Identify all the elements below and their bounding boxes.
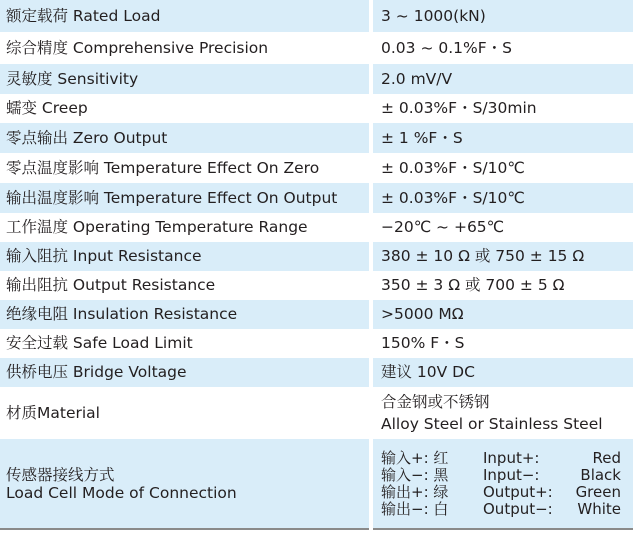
- param-operating-temperature: 工作温度 Operating Temperature Range: [0, 213, 371, 242]
- param-rated-load: 额定载荷 Rated Load: [0, 0, 371, 32]
- wire-output-plus-en: Output+:: [483, 482, 553, 501]
- wire-output-plus-cn: 输出+: 绿: [381, 482, 449, 501]
- wire-output-minus-cn: 输出−: 白: [381, 499, 449, 518]
- spec-row-material: [0, 387, 633, 439]
- value-temperature-effect-zero: ± 0.03%F・S/10℃: [371, 153, 633, 183]
- spec-row-creep: [0, 94, 633, 123]
- spec-row-temperature-effect-output: [0, 183, 633, 213]
- wire-output-minus-color: White: [577, 499, 621, 518]
- param-creep: 蠕变 Creep: [0, 94, 371, 123]
- value-temperature-effect-output: ± 0.03%F・S/10℃: [371, 183, 633, 213]
- spec-row-temperature-effect-zero: [0, 153, 633, 183]
- wire-output-minus-en: Output−:: [483, 499, 553, 518]
- param-material: 材质Material: [0, 387, 371, 439]
- wire-output-plus-color: Green: [575, 482, 621, 501]
- param-sensitivity: 灵敏度 Sensitivity: [0, 64, 371, 94]
- param-safe-load-limit: 安全过载 Safe Load Limit: [0, 329, 371, 358]
- spec-row-rated-load: [0, 0, 633, 32]
- spec-row-insulation-resistance: [0, 300, 633, 329]
- spec-row-output-resistance: [0, 271, 633, 300]
- material-value-en: Alloy Steel or Stainless Steel: [381, 415, 603, 433]
- wire-input-minus-en: Input−:: [483, 465, 540, 484]
- value-insulation-resistance: >5000 MΩ: [371, 300, 633, 329]
- material-value-cn: 合金钢或不锈钢: [381, 393, 490, 411]
- value-creep: ± 0.03%F・S/30min: [371, 94, 633, 123]
- wiring-grid: [381, 450, 633, 518]
- param-output-resistance: 输出阻抗 Output Resistance: [0, 271, 371, 300]
- value-operating-temperature: −20℃ ~ +65℃: [371, 213, 633, 242]
- spec-row-input-resistance: [0, 242, 633, 271]
- value-material: [371, 387, 633, 439]
- param-comprehensive-precision: 综合精度 Comprehensive Precision: [0, 32, 371, 64]
- wire-input-plus-color: Red: [592, 448, 621, 467]
- spec-row-sensitivity: [0, 64, 633, 94]
- spec-row-comprehensive-precision: [0, 32, 633, 64]
- value-output-resistance: 350 ± 3 Ω 或 700 ± 5 Ω: [371, 271, 633, 300]
- value-zero-output: ± 1 %F・S: [371, 123, 633, 153]
- value-connection: [371, 439, 633, 529]
- wire-input-plus-cn: 输入+: 红: [381, 448, 449, 467]
- value-sensitivity: 2.0 mV/V: [371, 64, 633, 94]
- connection-param-en: Load Cell Mode of Connection: [6, 483, 237, 502]
- spec-row-bridge-voltage: [0, 358, 633, 387]
- param-zero-output: 零点输出 Zero Output: [0, 123, 371, 153]
- value-comprehensive-precision: 0.03 ~ 0.1%F・S: [371, 32, 633, 64]
- spec-row-zero-output: [0, 123, 633, 153]
- spec-row-connection: [0, 439, 633, 529]
- spec-row-safe-load-limit: [0, 329, 633, 358]
- wire-input-plus-en: Input+:: [483, 448, 540, 467]
- value-bridge-voltage: 建议 10V DC: [371, 358, 633, 387]
- param-connection: [0, 439, 371, 529]
- param-temperature-effect-zero: 零点温度影响 Temperature Effect On Zero: [0, 153, 371, 183]
- value-input-resistance: 380 ± 10 Ω 或 750 ± 15 Ω: [371, 242, 633, 271]
- param-insulation-resistance: 绝缘电阻 Insulation Resistance: [0, 300, 371, 329]
- value-safe-load-limit: 150% F・S: [371, 329, 633, 358]
- param-input-resistance: 输入阻抗 Input Resistance: [0, 242, 371, 271]
- connection-param-cn: 传感器接线方式: [6, 465, 115, 484]
- param-bridge-voltage: 供桥电压 Bridge Voltage: [0, 358, 371, 387]
- wire-input-minus-color: Black: [580, 465, 621, 484]
- param-temperature-effect-output: 输出温度影响 Temperature Effect On Output: [0, 183, 371, 213]
- wire-input-minus-cn: 输入−: 黑: [381, 465, 449, 484]
- value-rated-load: 3 ~ 1000(kN): [371, 0, 633, 32]
- spec-row-operating-temperature: [0, 213, 633, 242]
